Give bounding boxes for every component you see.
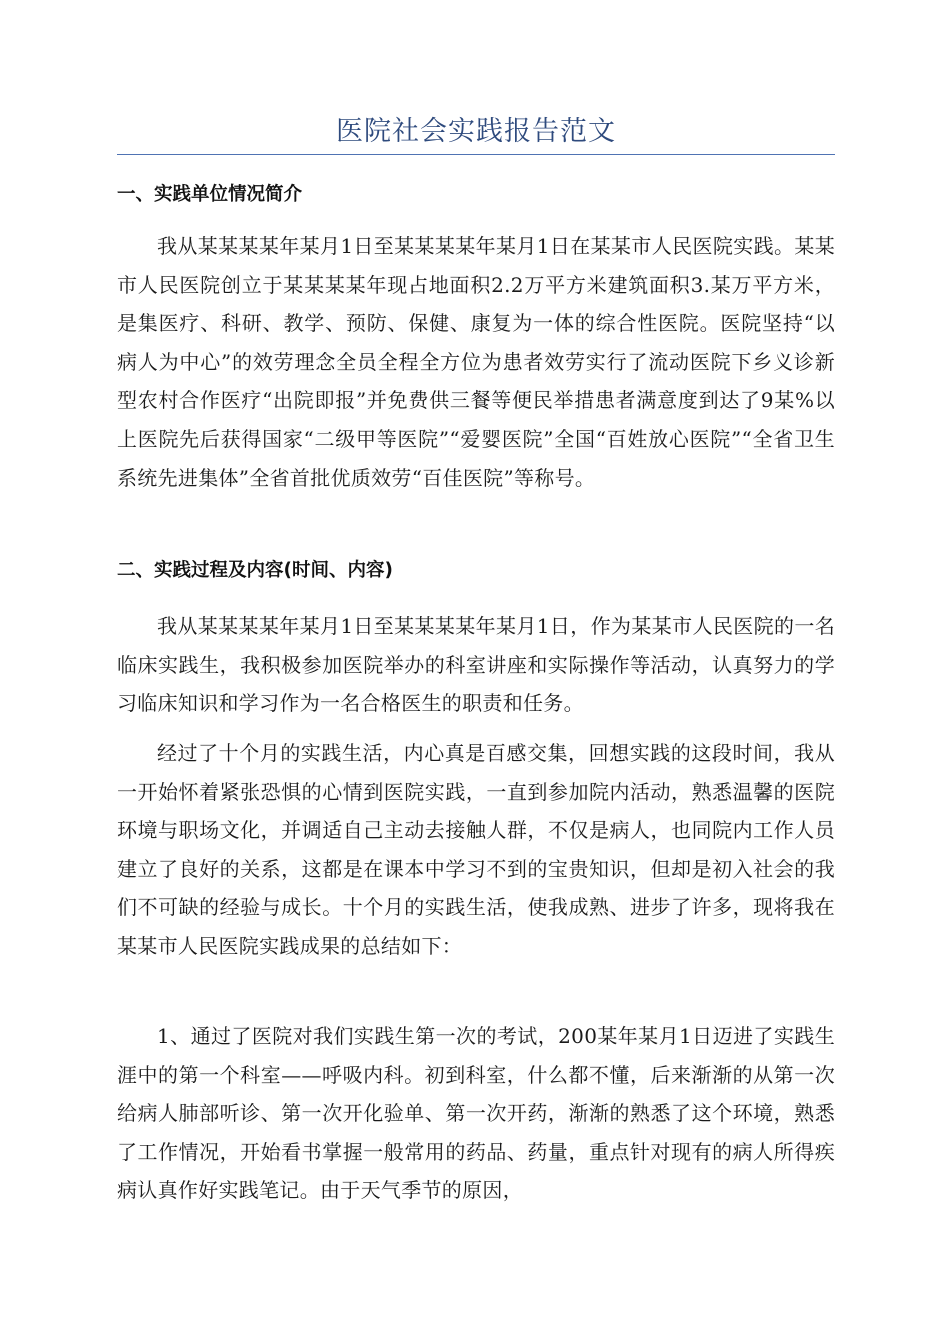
section-heading-1: 一、实践单位情况简介 xyxy=(117,184,303,205)
paragraph-item-1: 1、通过了医院对我们实践生第一次的考试，200某年某月1日迈进了实践生涯中的第一个科室——呼吸内科。初到科室，什么都不懂，后来渐渐的从第一次给病人肺部听诊、第一次开化验单、第一次开药，渐渐的熟悉了这个环境，熟悉了工作情况，开始看书掌握一般常用的药品、药量，重点针对现有的病人所得疾病认真作好实践笔记。由于天气季节的原因， xyxy=(117,1024,835,1203)
title-underline xyxy=(117,154,835,155)
paragraph-practice-period: 我从某某某某年某月1日至某某某某年某月1日，作为某某市人民医院的一名临床实践生，我积极参加医院举办的科室讲座和实际操作等活动，认真努力的学习临床知识和学习作为一名合格医生的职责和任务。 xyxy=(117,614,835,716)
paragraph-reflection: 经过了十个月的实践生活，内心真是百感交集，回想实践的这段时间，我从一开始怀着紧张恐惧的心情到医院实践，一直到参加院内活动，熟悉温馨的医院环境与职场文化，并调适自己主动去接触人群，不仅是病人，也同院内工作人员建立了良好的关系，这都是在课本中学习不到的宝贵知识，但却是初入社会的我们不可缺的经验与成长。十个月的实践生活，使我成熟、进步了许多，现将我在某某市人民医院实践成果的总结如下： xyxy=(117,741,835,958)
paragraph-unit-intro: 我从某某某某年某月1日至某某某某年某月1日在某某市人民医院实践。某某市人民医院创立于某某某某年现占地面积2.2万平方米建筑面积3.某万平方米，是集医疗、科研、教学、预防、保健、康复为一体的综合性医院。医院坚持“以病人为中心”的效劳理念全员全程全方位为患者效劳实行了流动医院下乡义诊新型农村合作医疗“出院即报”并免费供三餐等便民举措患者满意度到达了9某%以上医院先后获得国家“二级甲等医院”“爱婴医院”全国“百姓放心医院”“全省卫生系统先进集体”全省首批优质效劳“百佳医院”等称号。 xyxy=(117,234,835,490)
section-heading-2: 二、实践过程及内容(时间、内容) xyxy=(117,560,393,581)
document-title: 医院社会实践报告范文 xyxy=(336,116,616,147)
